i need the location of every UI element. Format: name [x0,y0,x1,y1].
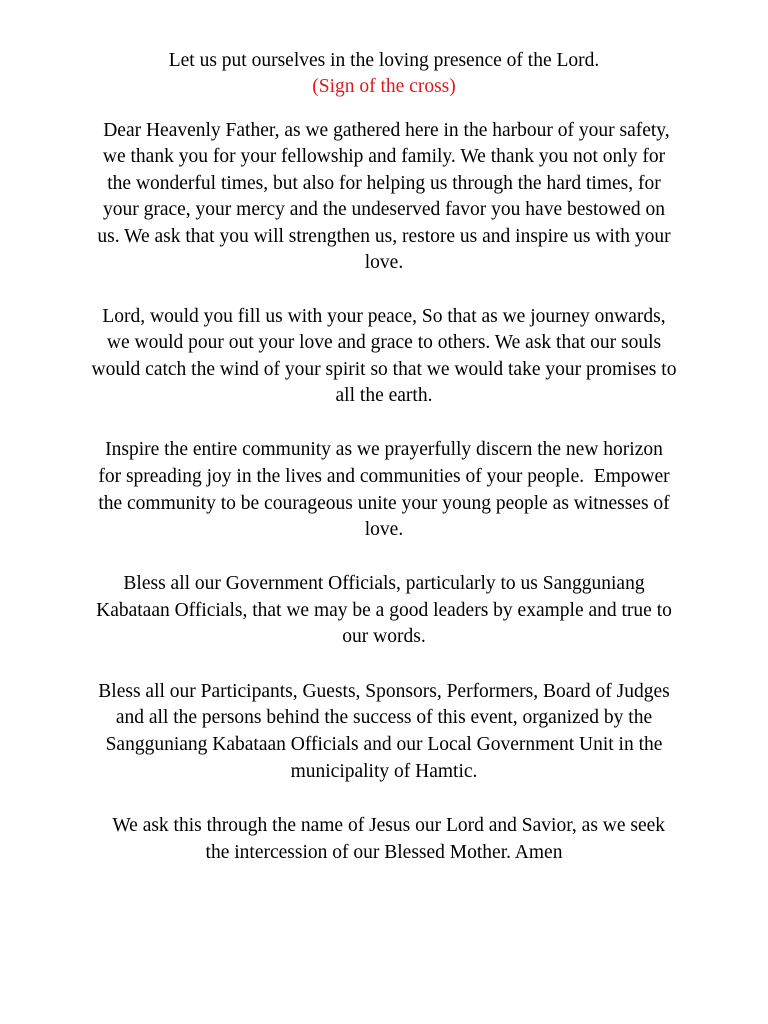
paragraph-line: Bless all our Participants, Guests, Sponsors, Performers, Board of Judges [98,681,670,702]
paragraph-line: municipality of Hamtic. [290,761,478,782]
paragraph-line: Kabataan Officials, that we may be a good leaders by example and true to [96,600,672,621]
paragraph-line: Lord, would you fill us with your peace, So that as we journey onwards, [102,306,666,327]
paragraph-line: and all the persons behind the success of this event, organized by the [115,707,653,728]
paragraph-line: the community to be courageous unite your young people as witnesses of [98,493,670,514]
paragraph-line: Inspire the entire community as we prayerfully discern the new horizon [105,439,663,460]
paragraph-line: the intercession of our Blessed Mother. Amen [205,842,563,863]
paragraph-line: Bless all our Government Officials, particularly to us Sangguniang [123,573,645,594]
opening-invitation: Let us put ourselves in the loving presence of the Lord. [168,50,600,71]
paragraph-line: all the earth. [335,385,433,406]
paragraph-line: Dear Heavenly Father, as we gathered here in the harbour of your safety, [98,120,670,141]
paragraph-line: love. [364,252,404,273]
paragraph-line: the wonderful times, but also for helping us through the hard times, for [107,173,661,194]
rubric-sign-of-the-cross: (Sign of the cross) [312,76,456,97]
paragraph-line: our words. [342,626,426,647]
paragraph-line: Sangguniang Kabataan Officials and our Local Government Unit in the [105,734,663,755]
paragraph-line: us. We ask that you will strengthen us, restore us and inspire us with your [97,226,671,247]
paragraph-line: for spreading joy in the lives and communities of your people. Empower [98,466,670,487]
paragraph-line: we thank you for your fellowship and family. We thank you not only for [102,146,666,167]
paragraph-line: would catch the wind of your spirit so that we would take your promises to [91,359,677,380]
paragraph-line: we would pour out your love and grace to others. We ask that our souls [106,332,662,353]
paragraph-line: your grace, your mercy and the undeserved favor you have bestowed on [102,199,666,220]
paragraph-line: love. [364,519,404,540]
paragraph-line: We ask this through the name of Jesus our Lord and Savior, as we seek [102,815,666,836]
